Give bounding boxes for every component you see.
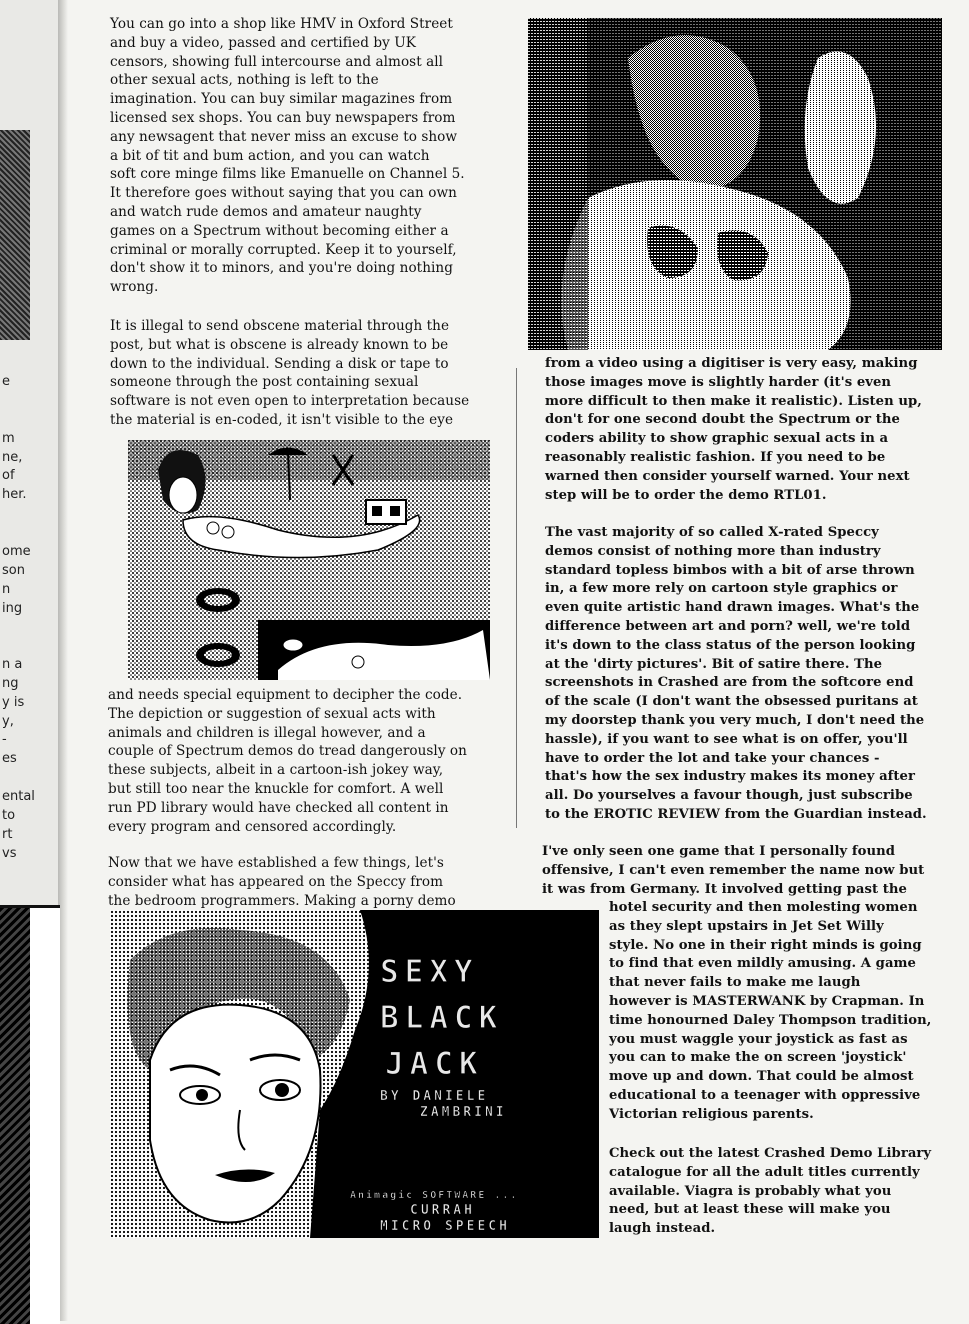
prev-fragment: n (2, 582, 11, 597)
prev-fragment: son (2, 563, 25, 578)
digitised-photo-graphic (528, 18, 942, 350)
prev-fragment: y is (2, 695, 25, 710)
prev-fragment: her. (2, 487, 27, 502)
prev-fragment: ng (2, 676, 19, 691)
prev-fragment: n a (2, 657, 23, 672)
game-footer-line-3: MICRO SPEECH (380, 1219, 510, 1234)
prev-fragment: ental (2, 789, 35, 804)
beach-cartoon-graphic (128, 440, 490, 680)
article-paragraph-1: You can go into a shop like HMV in Oxford Street and buy a video, passed and certified by UK censors, showing full intercourse and almost all other sexual acts, nothing is left to the imagination. You can buy similar magazines from licensed sex shops. You can buy newspapers from any newsagent that never miss an excuse to show a bit of tit and bum action, and you can watch soft core minge films like Emanuelle on Channel 5. It therefore goes without saying that you can own and watch rude demos and amateur naughty games on a Spectrum without becoming either a criminal or morally corrupted. Keep it to yourself, don't show it to minors, and you're doing nothing wrong. (110, 16, 465, 296)
game-credit-line-2: ZAMBRINI (420, 1105, 507, 1120)
article-paragraph-4: Now that we have established a few things, let's consider what has appeared on the Speccy from the bedroom programmers. Making a porny demo (108, 855, 456, 909)
prev-fragment: ome (2, 544, 31, 559)
prev-fragment: rt (2, 827, 13, 842)
game-title-line-2: BLACK (380, 1000, 504, 1036)
article-paragraph-6: The vast majority of so called X-rated Speccy demos consist of nothing more than industry standard topless bimbos with a bit of arse thrown in, a few more rely on cartoon style graphics or even quite artistic hand drawn images. What's the difference between art and porn? well, we're told it's down to the class status of the person looking at the 'dirty pictures'. Bit of satire there. The screenshots in Crashed are from the softcore end of the scale (I don't want the obsessed puritans at my doorstep thank you very much, I don't need the hassle), if you want to see what is on offer, you'll have to order the lot and take your chances - that's how the sex industry makes its money after all. Do yourselves a favour though, just subscribe to the EROTIC REVIEW from the Guardian instead. (545, 525, 927, 822)
article-paragraph-9: Check out the latest Crashed Demo Library catalogue for all the adult titles currently available. Viagra is probably what you need, but at least these will make you laugh instead. (609, 1146, 932, 1237)
digitised-photo-screenshot (528, 18, 942, 350)
previous-page-image-top (0, 130, 30, 340)
game-credit-line-1: BY DANIELE (380, 1089, 489, 1104)
article-paragraph-2: It is illegal to send obscene material through the post, but what is obscene is already known to be down to the individual. Sending a disk or tape to someone through the post containing sexual software is not even open to interpretation because the material is en-coded, it isn't visible to the eye (110, 318, 470, 428)
game-footer-line-2: CURRAH (410, 1203, 475, 1218)
prev-fragment: es (2, 751, 17, 766)
previous-page-image-bottom (0, 905, 60, 1324)
prev-fragment: of (2, 468, 15, 483)
game-title-line-1: SEXY (380, 954, 479, 990)
beach-cartoon-screenshot (128, 440, 490, 680)
article-paragraph-7: I've only seen one game that I personally found offensive, I can't even remember the name now but it was from Germany. It involved getting past the (542, 844, 925, 897)
sexy-black-jack-graphic (110, 910, 599, 1238)
prev-fragment: vs (2, 846, 17, 861)
prev-fragment: m (2, 431, 15, 446)
prev-fragment: ing (2, 601, 23, 616)
article-paragraph-8: hotel security and then molesting women as they slept upstairs in Jet Set Willy style. No one in their right minds is going to find that even mildly amusing. A game that never fails to make me laugh however is MASTERWANK by Crapman. In time honourned Daley Thompson tradition, you must waggle your joystick as fast as you can to make the on screen 'joystick' move up and down. That could be almost educational to a teenager with oppressive Victorian religious parents. (609, 900, 932, 1122)
prev-fragment: ne, (2, 450, 23, 465)
game-title-line-3: JACK (385, 1046, 484, 1082)
article-paragraph-5: from a video using a digitiser is very easy, making those images move is slightly harder (it's even more difficult to then make it realistic). Listen up, don't for one second doubt the Spectrum or the coders ability to show graphic sexual acts in a reasonably realistic fashion. If you need to be warned then consider yourself warned. Your next step will be to order the demo RTL01. (545, 356, 922, 503)
column-rule (516, 368, 517, 828)
prev-fragment: - (2, 732, 7, 747)
sexy-black-jack-screenshot (110, 910, 599, 1238)
prev-fragment: to (2, 808, 16, 823)
prev-fragment: y, (2, 714, 14, 729)
prev-fragment: e (2, 374, 10, 389)
game-footer-line-1: Animagic SOFTWARE ... (350, 1190, 519, 1201)
article-paragraph-3: and needs special equipment to decipher the code. The depiction or suggestion of sexual acts with animals and children is illegal however, and a couple of Spectrum demos do tread dangerously on these subjects, albeit in a cartoon-ish jokey way, but still too near the knuckle for comfort. A well run PD library would have checked all content in every program and censored accordingly. (108, 687, 467, 835)
